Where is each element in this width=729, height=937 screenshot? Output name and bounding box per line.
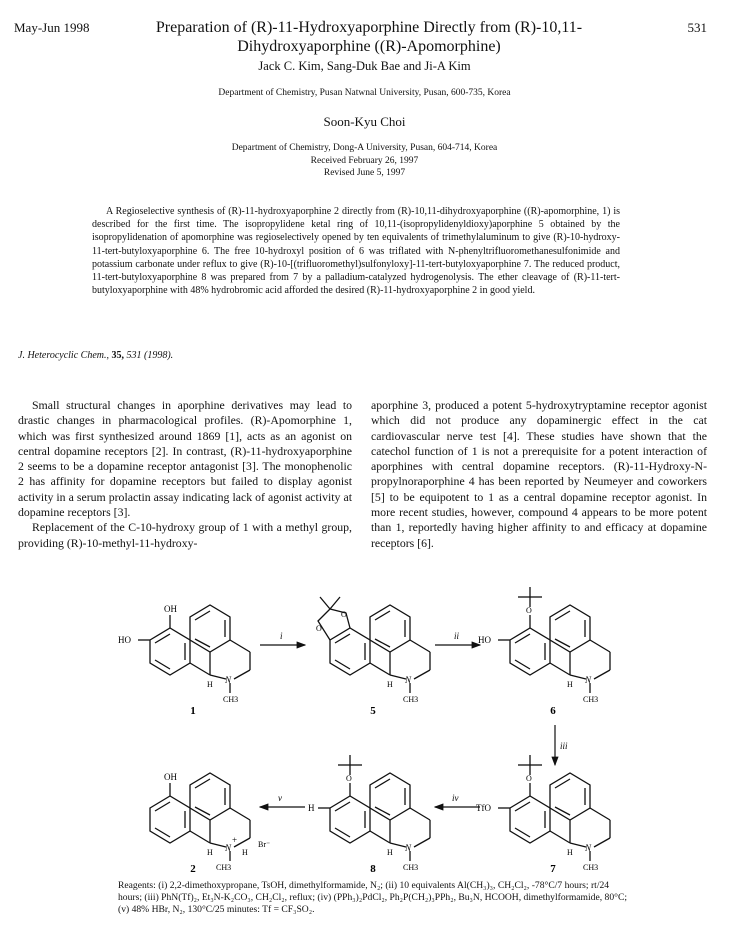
svg-text:O: O (526, 774, 532, 783)
body-right-column (371, 398, 707, 551)
citation-pages: 531 (1998). (126, 350, 174, 361)
authors: Jack C. Kim, Sang-Duk Bae and Ji-A Kim (258, 59, 471, 73)
citation-volume: 35, (111, 350, 124, 361)
compound-7-structure (476, 755, 610, 872)
compound-label-8: 8 (370, 863, 376, 875)
n-atom: N (405, 843, 412, 853)
h-atom: H (387, 680, 393, 689)
oh-group: OH (164, 772, 177, 782)
body-left-column (18, 398, 352, 551)
n-atom: N (585, 675, 592, 685)
h-atom: H (387, 848, 393, 857)
compound-label-5: 5 (370, 705, 376, 717)
ch3-group: CH3 (583, 863, 599, 872)
body-paragraph: Small structural changes in aporphine derivatives may lead to drastic changes in pharmacological profiles. (R)-Apomorphine 1, which was first synthesized around 1869 [1], acts as an agonist on central dopamine receptors [2]. In contrast, (R)-11-hydroxyaporphine 2 seems to be a dopamine receptor antagonist [3]. The monophenolic 2 has affinity for dopamine receptors but failed to display agonist activity in a serum prolactin assay indicating lack of agonist activity at dopamine receptors [3]. (18, 398, 352, 520)
n-atom: N (585, 843, 592, 853)
article-title: Preparation of (R)-11-Hydroxyaporphine Directly from (R)-10,11-Dihydroxyaporphine ((R)-Apomorphine) (155, 19, 583, 55)
compound-5-structure (316, 597, 430, 704)
plus-charge: + (232, 835, 238, 845)
compound-label-7: 7 (550, 863, 556, 875)
page-number: 531 (687, 20, 707, 35)
ch3-group: CH3 (223, 695, 239, 704)
svg-text:O: O (346, 774, 352, 783)
compound-2-structure (150, 772, 270, 872)
ch3-group: CH3 (216, 863, 232, 872)
step-i: i (280, 631, 283, 641)
department-2: Department of Chemistry, Dong-A University, Pusan, 604-714, Korea (231, 143, 498, 153)
bromide: Br⁻ (258, 840, 271, 849)
h-atom: H (242, 848, 248, 857)
body-paragraph: Replacement of the C-10-hydroxy group of 1 with a methyl group, providing (R)-10-methyl-11-hydroxy- (18, 520, 352, 550)
ch3-group: CH3 (403, 863, 419, 872)
step-v: v (278, 793, 282, 803)
h-atom: H (207, 680, 213, 689)
revised-date: Revised June 5, 1997 (323, 168, 406, 178)
oh-group: OH (164, 604, 177, 614)
citation (18, 350, 173, 361)
reagents-text: (i) 2,2-dimethoxypropane, TsOH, dimethylformamide, N₂; (ii) 10 equivalents Al(CH₃)₃, CH₂Cl₂, -78°C/7 hours; rt/24 hours; (iii) PhN(Tf)₂, Et₃N-K₂CO₃, CH₂Cl₂, reflux; (iv) (PPh₃)₂PdCl₂, Ph₂P(CH₂)₃PPh₂, Bu₃N, HCOOH, dimethylformamide, 80°C; (v) 48% HBr, N₂, 130°C/25 minutes: Tf = CF₃SO₂. (118, 880, 628, 915)
compound-label-6: 6 (550, 705, 556, 717)
department-1: Department of Chemistry, Pusan Natwnal University, Pusan, 600-735, Korea (218, 88, 511, 98)
reaction-scheme (100, 585, 660, 875)
n-atom: N (225, 675, 232, 685)
author-2: Soon-Kyu Choi (323, 114, 406, 129)
h-atom: H (207, 848, 213, 857)
compound-6-structure (478, 587, 610, 704)
oxygen: O (341, 610, 347, 619)
journal-issue: May-Jun 1998 (14, 20, 90, 35)
ch3-group: CH3 (403, 695, 419, 704)
h-atom: H (567, 848, 573, 857)
h-atom: H (308, 803, 315, 813)
svg-text:O: O (526, 606, 532, 615)
n-atom: N (225, 843, 232, 853)
body-paragraph: aporphine 3, produced a potent 5-hydroxytryptamine receptor agonist which did not produce any dopaminergic effect in the cat cardiovascular nerve test [4]. These studies have shown that the catechol function of 1 is not a prerequisite for a potent interaction of aporphines with central dopamine receptors. (R)-11-Hydroxy-N-propylnoraporphine 4 has been reported by Neumeyer and coworkers [5] to be equipotent to 1 as a central dopamine receptor agonist. In more recent studies, however, compound 4 appears to be more potent than 1, reportedly having higher affinity to and efficacy at dopamine receptors [6]. (371, 398, 707, 550)
ho-group: HO (118, 635, 131, 645)
compound-1-structure (118, 604, 250, 704)
citation-journal: J. Heterocyclic Chem., (18, 350, 109, 361)
step-ii: ii (454, 631, 460, 641)
n-atom: N (405, 675, 412, 685)
compound-label-2: 2 (190, 863, 196, 875)
department-2-block (0, 142, 729, 180)
h-atom: H (567, 680, 573, 689)
compound-8-structure (308, 755, 430, 872)
reagents-caption (118, 880, 628, 916)
received-date: Received February 26, 1997 (310, 155, 419, 166)
abstract: A Regioselective synthesis of (R)-11-hydroxyaporphine 2 directly from (R)-10,11-dihydroxyaporphine ((R)-apomorphine, 1) is described for the first time. The isopropylidene ketal ring of 10,11-(isopropylidenyldioxy)aporphine 5 obtained by the isopropylidenation of apomorphine was regioselectively opened by ten equivalents of trimethylaluminum to give (R)-10-hydroxy-11-tert-butyloxyaporphine 6. The free 10-hydroxyl position of 6 was triflated with N-phenyltrifluoromethanesulfonimide and potassium carbonate under reflux to give (R)-10-[(trifluoromethyl)sulfonyloxy]-11-tert-butyloxyaporphine 7. The reduced product, 11-tert-butyloxyaporphine 8 was prepared from 7 by a palladium-catalyzed hydrogenolysis. The ether cleavage of (R)-11-tert-butyloxyaporphine with 48% hydrobromic acid afforded the desired (R)-11-hydroxyaporphine 2 in good yield. (92, 206, 620, 297)
step-iii: iii (560, 741, 568, 751)
compound-label-1: 1 (190, 705, 196, 717)
oxygen: O (316, 624, 322, 633)
tfo-group: TfO (476, 803, 491, 813)
ho-group: HO (478, 635, 491, 645)
reagents-label: Reagents: (118, 880, 156, 891)
ch3-group: CH3 (583, 695, 599, 704)
step-iv: iv (452, 793, 459, 803)
